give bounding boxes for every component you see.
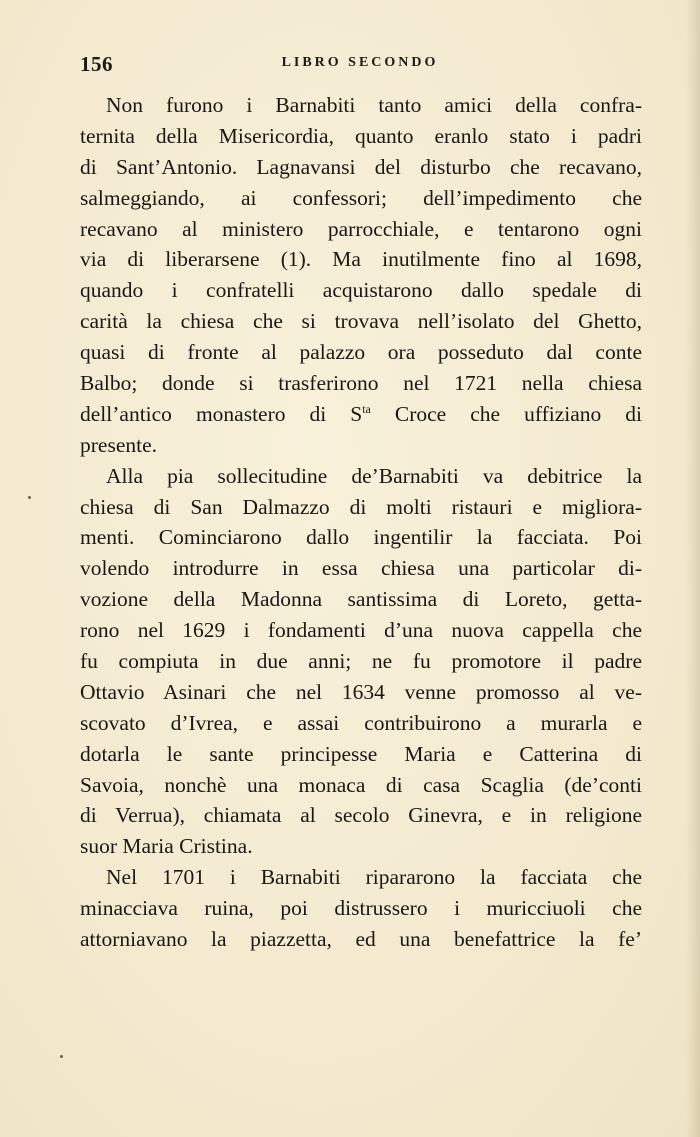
paper-speck — [60, 1055, 63, 1058]
text-line: fu compiuta in due anni; ne fu promotore il padre — [80, 649, 642, 674]
text-line: scovato d’Ivrea, e assai contribuirono a murarla e — [80, 710, 642, 735]
text-line: menti. Cominciarono dallo ingentilir la facciata. Poi — [80, 525, 642, 550]
running-head — [80, 52, 640, 76]
text-line: di Sant’Antonio. Lagnavansi del disturbo che recavano, — [80, 154, 642, 179]
text-line: Alla pia sollecitudine de’Barnabiti va debitrice la — [106, 463, 642, 488]
text-line: recavano al ministero parrocchiale, e tentarono ogni — [80, 216, 642, 241]
text-fragment: Croce che uffiziano di — [370, 401, 643, 426]
body-text — [80, 90, 642, 955]
running-title: LIBRO SECONDO — [281, 55, 439, 70]
text-line: Ottavio Asinari che nel 1634 venne promosso al ve- — [80, 679, 642, 704]
text-line-with-superscript — [80, 399, 642, 430]
text-line: vozione della Madonna santissima di Loreto, getta- — [80, 587, 642, 612]
text-line: Nel 1701 i Barnabiti ripararono la facciata che — [106, 865, 642, 890]
text-line: di Verrua), chiamata al secolo Ginevra, e in religione — [80, 803, 642, 828]
text-fragment: dell’antico monastero di S — [80, 401, 363, 426]
text-line: quando i confratelli acquistarono dallo spedale di — [80, 278, 642, 303]
text-line: salmeggiando, ai confessori; dell’impedimento che — [80, 185, 642, 210]
paper-speck — [28, 496, 31, 499]
text-line: via di liberarsene (1). Ma inutilmente fino al 1698, — [80, 247, 642, 272]
text-line: suor Maria Cristina. — [80, 834, 253, 859]
text-line: Non furono i Barnabiti tanto amici della confra- — [106, 93, 642, 117]
superscript-abbreviation: ta — [362, 401, 371, 416]
text-line: minacciava ruina, poi distrussero i muricciuoli che — [80, 896, 642, 921]
text-line: Balbo; donde si trasferirono nel 1721 nella chiesa — [80, 371, 642, 396]
text-line: attorniavano la piazzetta, ed una benefattrice la fe’ — [80, 927, 642, 952]
text-line: Savoia, nonchè una monaca di casa Scaglia (de’conti — [80, 772, 642, 797]
text-line: presente. — [80, 432, 158, 457]
text-line: dotarla le sante principesse Maria e Catterina di — [80, 741, 642, 766]
text-line: volendo introdurre in essa chiesa una particolar di- — [80, 556, 642, 581]
text-line: rono nel 1629 i fondamenti d’una nuova cappella che — [80, 618, 642, 643]
page-edge-shadow — [686, 0, 700, 1137]
text-line: ternita della Misericordia, quanto eranlo stato i padri — [80, 123, 642, 148]
text-line: chiesa di San Dalmazzo di molti ristauri e migliora- — [80, 494, 642, 519]
text-line: carità la chiesa che si trovava nell’isolato del Ghetto, — [80, 309, 642, 334]
page-number: 156 — [80, 52, 113, 76]
text-line: quasi di fronte al palazzo ora posseduto dal conte — [80, 340, 642, 365]
